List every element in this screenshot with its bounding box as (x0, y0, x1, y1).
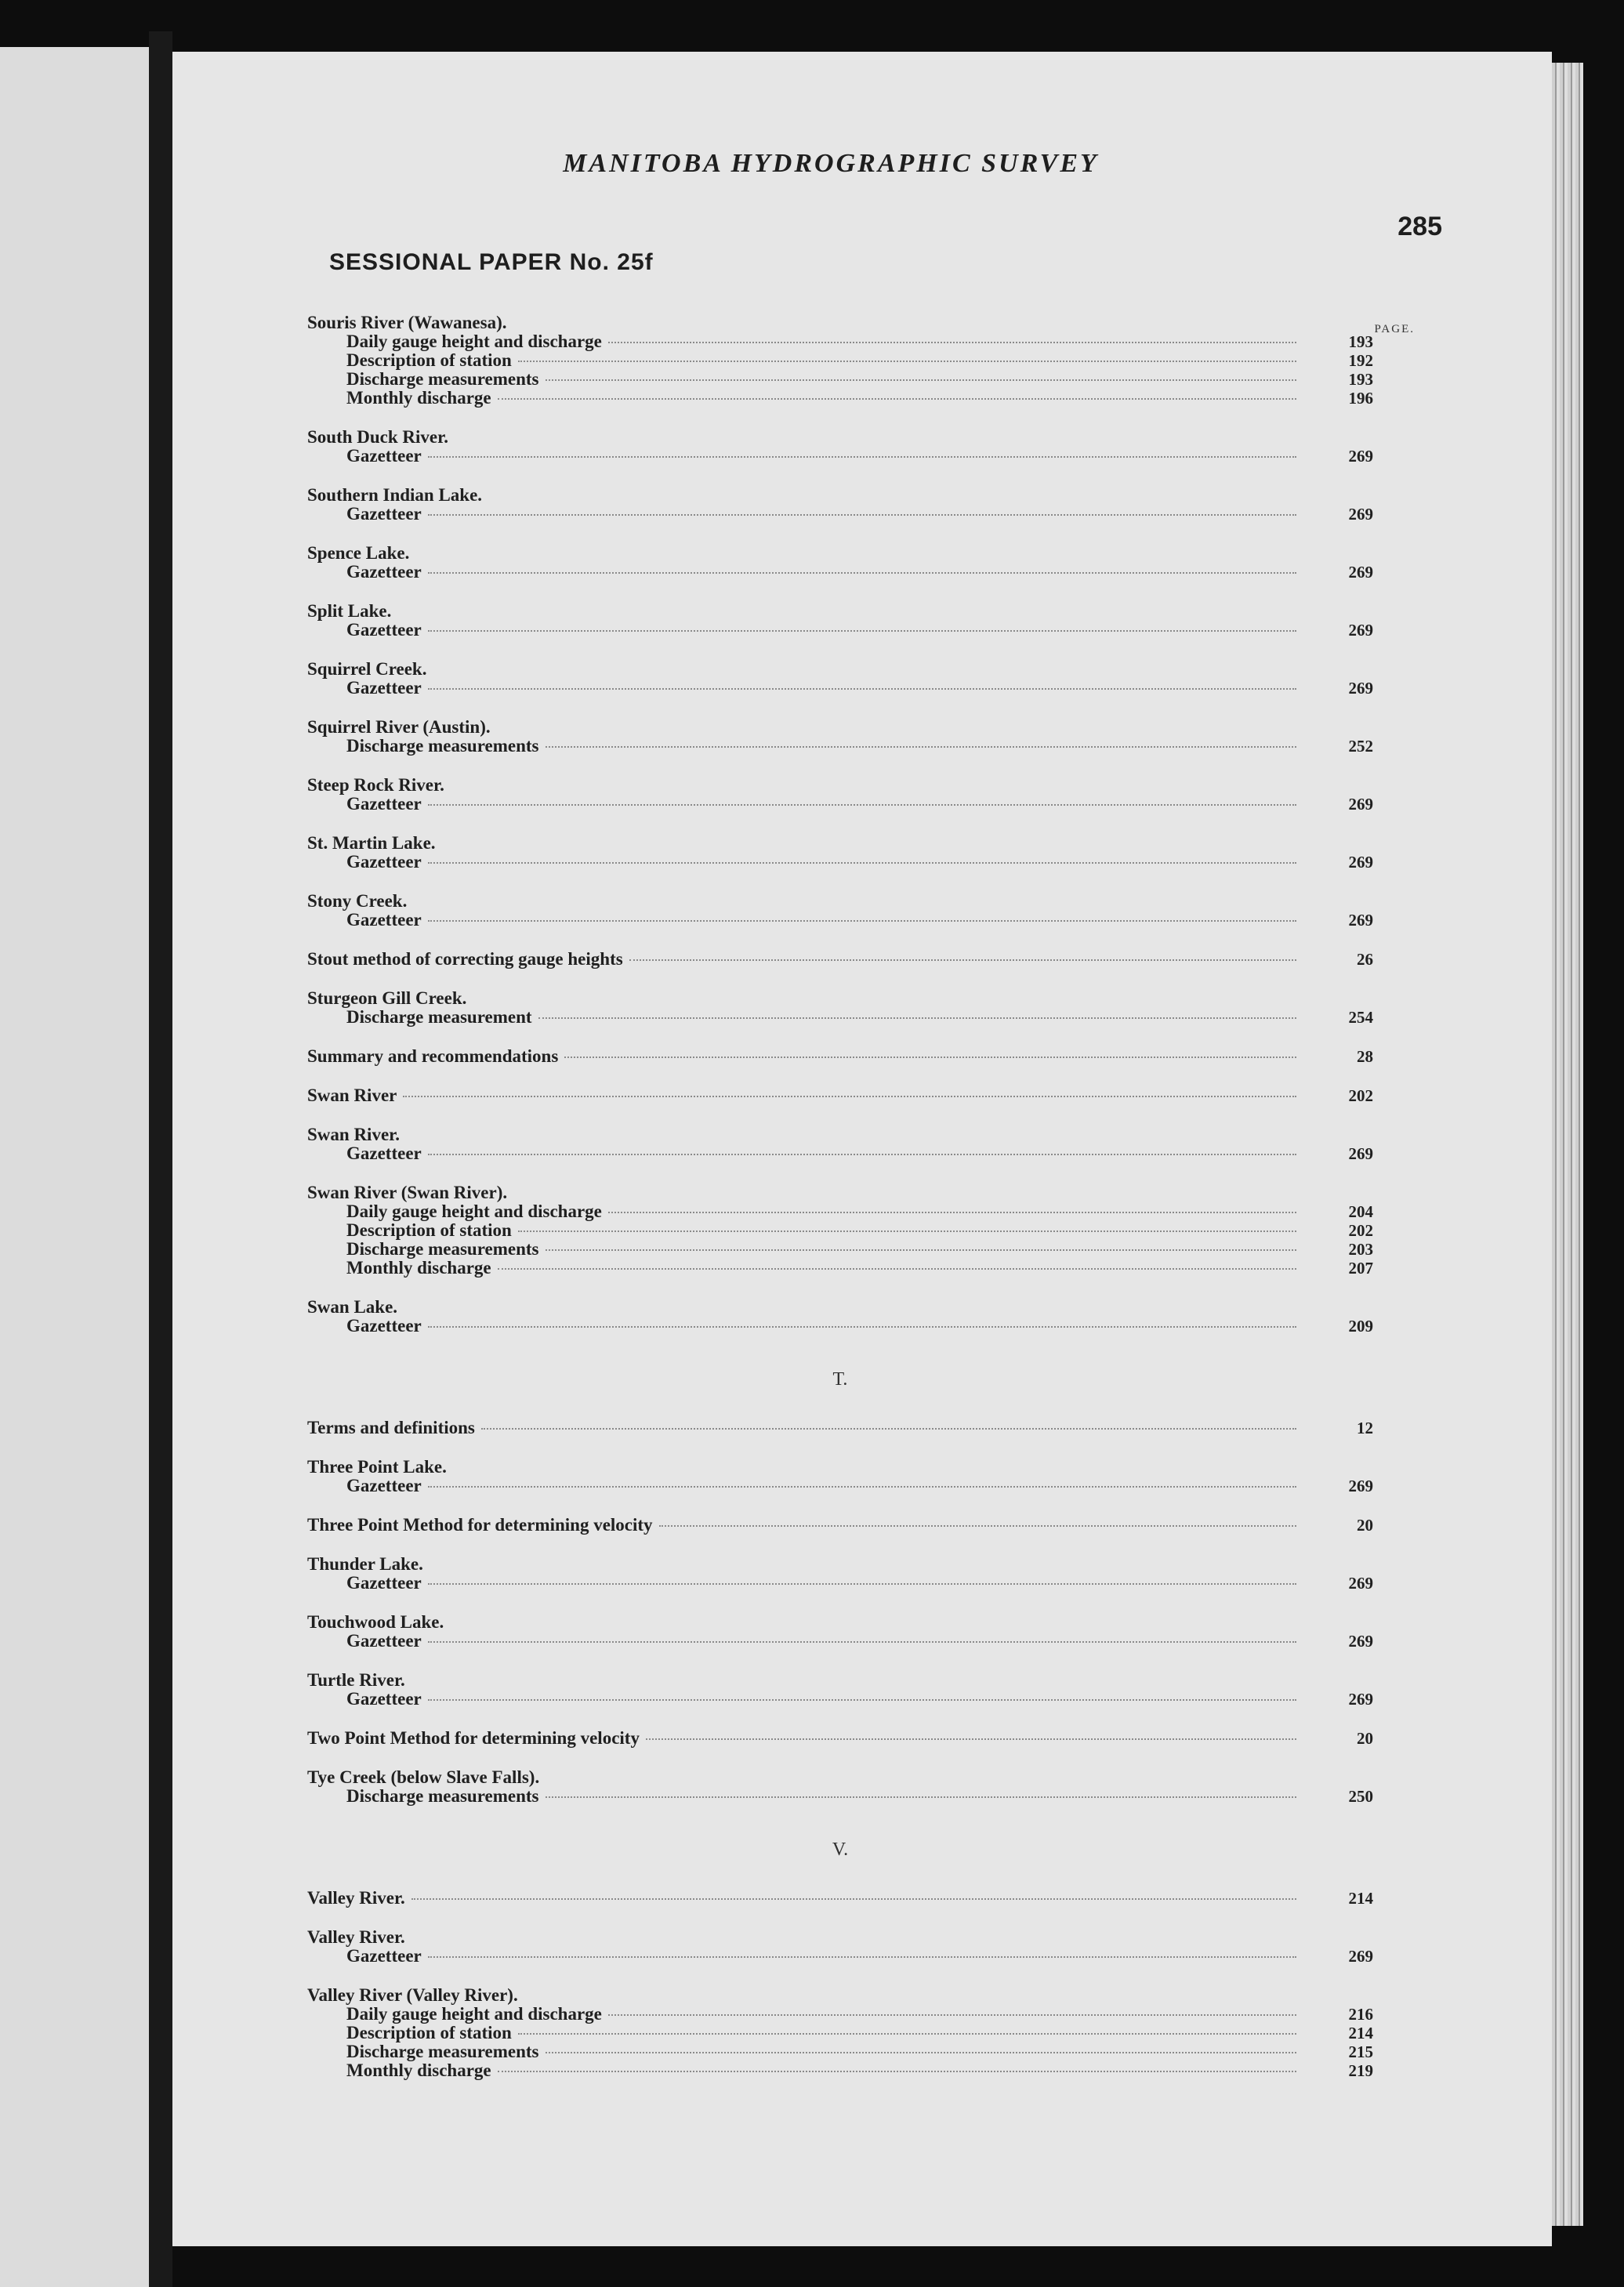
sub-entry-page-number: 269 (1348, 853, 1373, 872)
sub-entry (307, 505, 1373, 524)
sub-entry-page-number: 269 (1348, 563, 1373, 582)
entry-heading-line (307, 1047, 1373, 1066)
entry-heading-line (307, 1516, 1373, 1535)
sub-entry (307, 1240, 1373, 1259)
sub-entry-label: Monthly discharge (346, 2060, 491, 2080)
index-entry (307, 1458, 1373, 1495)
entry-heading: Touchwood Lake. (307, 1612, 444, 1632)
dot-leader (428, 1154, 1296, 1155)
entry-heading-line (307, 1458, 1373, 1477)
sub-entry (307, 563, 1373, 582)
entry-heading-line (307, 1555, 1373, 1574)
dot-leader (428, 514, 1296, 516)
sub-entry (307, 911, 1373, 930)
sub-entry-label: Gazetteer (346, 1631, 422, 1651)
entry-heading-line (307, 1986, 1373, 2005)
entry-heading-line (307, 660, 1373, 679)
entry-heading-line (307, 1889, 1373, 1908)
dot-leader (428, 862, 1296, 864)
sub-entry-page-number: 269 (1348, 1477, 1373, 1495)
index-entry (307, 1986, 1373, 2080)
sub-entry (307, 679, 1373, 698)
index-entry (307, 1613, 1373, 1651)
sub-entry-label: Discharge measurement (346, 1007, 532, 1027)
entry-heading: Stout method of correcting gauge heights (307, 949, 623, 969)
index-entry (307, 1516, 1373, 1535)
sub-entry (307, 447, 1373, 466)
entry-page-number: 20 (1357, 1729, 1373, 1748)
sub-entry-label: Gazetteer (346, 1573, 422, 1593)
sub-entry (307, 1259, 1373, 1278)
entry-heading: Split Lake. (307, 601, 392, 621)
sub-entry-label: Discharge measurements (346, 369, 539, 389)
facing-page (0, 47, 149, 2287)
dot-leader (546, 1796, 1297, 1798)
sub-entry (307, 2005, 1373, 2024)
index-entry (307, 1555, 1373, 1593)
dot-leader (546, 746, 1297, 748)
entry-heading: Valley River. (307, 1888, 405, 1908)
sub-entry-page-number: 254 (1348, 1008, 1373, 1027)
dot-leader (428, 1641, 1296, 1643)
index-entry (307, 892, 1373, 930)
entry-heading: Stony Creek. (307, 891, 408, 911)
entry-heading-line (307, 314, 1373, 332)
sub-entry (307, 370, 1373, 389)
sub-entry-page-number: 193 (1348, 370, 1373, 389)
sub-entry (307, 332, 1373, 351)
sub-entry-label: Gazetteer (346, 1689, 422, 1709)
index-entry (307, 1298, 1373, 1336)
dot-leader (538, 1017, 1296, 1019)
sub-entry (307, 1317, 1373, 1336)
sub-entry-page-number: 269 (1348, 1690, 1373, 1709)
sub-entry-page-number: 269 (1348, 911, 1373, 930)
sub-entry-label: Monthly discharge (346, 388, 491, 408)
entry-heading: Spence Lake. (307, 543, 410, 563)
entry-heading-line (307, 1928, 1373, 1947)
entry-heading-line (307, 1086, 1373, 1105)
dot-leader (659, 1525, 1296, 1527)
page-column-label: PAGE. (1374, 323, 1415, 335)
page-number: 285 (1397, 212, 1442, 241)
sub-entry (307, 389, 1373, 408)
sub-entry-page-number: 269 (1348, 1574, 1373, 1593)
entry-heading: Souris River (Wawanesa). (307, 313, 507, 332)
sub-entry-label: Gazetteer (346, 1476, 422, 1495)
sub-entry-page-number: 269 (1348, 1947, 1373, 1966)
dot-leader (428, 1699, 1296, 1701)
sub-entry-page-number: 204 (1348, 1202, 1373, 1221)
entry-heading-line (307, 1298, 1373, 1317)
index-entry (307, 602, 1373, 640)
dot-leader (498, 2071, 1296, 2072)
sub-entry-page-number: 203 (1348, 1240, 1373, 1259)
section-letter: V. (832, 1839, 849, 1860)
entry-heading: Two Point Method for determining velocity (307, 1728, 640, 1748)
sub-entry-label: Description of station (346, 1220, 512, 1240)
sub-entry-label: Gazetteer (346, 910, 422, 930)
index-entry (307, 989, 1373, 1027)
dot-leader (428, 1583, 1296, 1585)
index-entry (307, 660, 1373, 698)
dot-leader (498, 1268, 1296, 1270)
index-entry (307, 544, 1373, 582)
entry-heading: Summary and recommendations (307, 1046, 559, 1066)
sub-entry-page-number: 269 (1348, 505, 1373, 524)
running-head: MANITOBA HYDROGRAPHIC SURVEY (563, 149, 1099, 178)
sub-entry-page-number: 269 (1348, 679, 1373, 698)
sub-entry-label: Discharge measurements (346, 1239, 539, 1259)
sub-entry (307, 351, 1373, 370)
dot-leader (498, 398, 1296, 400)
sub-entry-label: Gazetteer (346, 504, 422, 524)
entry-heading-line (307, 1613, 1373, 1632)
index-entry (307, 1768, 1373, 1806)
sub-entry-label: Gazetteer (346, 1946, 422, 1966)
sub-entry-label: Daily gauge height and discharge (346, 2004, 602, 2024)
sub-entry-label: Gazetteer (346, 562, 422, 582)
sub-entry (307, 1787, 1373, 1806)
sub-entry-label: Discharge measurements (346, 1786, 539, 1806)
entry-page-number: 20 (1357, 1516, 1373, 1535)
entry-heading: St. Martin Lake. (307, 833, 436, 853)
entry-heading-line (307, 989, 1373, 1008)
dot-leader (608, 2014, 1296, 2016)
index-entry (307, 1671, 1373, 1709)
index-entry (307, 1889, 1373, 1908)
sub-entry-label: Gazetteer (346, 852, 422, 872)
sub-entry-page-number: 193 (1348, 332, 1373, 351)
entry-heading: Swan Lake. (307, 1297, 398, 1317)
entry-heading: Southern Indian Lake. (307, 485, 483, 505)
dot-leader (428, 804, 1296, 806)
index-entry (307, 314, 1373, 408)
section-letter: T. (832, 1369, 848, 1390)
sub-entry (307, 1008, 1373, 1027)
entry-page-number: 26 (1357, 950, 1373, 969)
entry-heading: Terms and definitions (307, 1418, 475, 1437)
sub-entry (307, 1632, 1373, 1651)
sub-entry-label: Gazetteer (346, 1144, 422, 1163)
entry-heading: South Duck River. (307, 427, 448, 447)
entry-heading: Steep Rock River. (307, 775, 444, 795)
entry-heading: Valley River (Valley River). (307, 1985, 518, 2005)
sub-entry (307, 621, 1373, 640)
dot-leader (646, 1738, 1296, 1740)
dot-leader (608, 342, 1296, 343)
sub-entry-page-number: 215 (1348, 2042, 1373, 2061)
entry-heading-line (307, 1768, 1373, 1787)
dot-leader (428, 572, 1296, 574)
index-entry (307, 1419, 1373, 1437)
sub-entry-page-number: 269 (1348, 1632, 1373, 1651)
dot-leader (411, 1898, 1296, 1900)
sub-entry (307, 2024, 1373, 2042)
dot-leader (546, 2052, 1297, 2053)
sub-entry-page-number: 202 (1348, 1221, 1373, 1240)
sub-entry-label: Monthly discharge (346, 1258, 491, 1278)
dot-leader (518, 2033, 1296, 2035)
sub-entry (307, 1221, 1373, 1240)
sub-entry (307, 795, 1373, 814)
entry-heading: Swan River (Swan River). (307, 1183, 508, 1202)
page-edges (1552, 63, 1583, 2226)
entry-heading: Thunder Lake. (307, 1554, 423, 1574)
sub-entry (307, 2061, 1373, 2080)
dot-leader (403, 1096, 1296, 1097)
entry-heading-line (307, 776, 1373, 795)
entry-page-number: 214 (1348, 1889, 1373, 1908)
dot-leader (428, 688, 1296, 690)
dot-leader (546, 379, 1297, 381)
entry-heading-line (307, 1125, 1373, 1144)
entry-heading-line (307, 950, 1373, 969)
index-entry (307, 1047, 1373, 1066)
sub-entry-page-number: 252 (1348, 737, 1373, 756)
sub-entry-label: Discharge measurements (346, 736, 539, 756)
sub-entry-page-number: 209 (1348, 1317, 1373, 1336)
entry-heading: Sturgeon Gill Creek. (307, 988, 467, 1008)
sub-entry-page-number: 269 (1348, 447, 1373, 466)
sub-entry-label: Gazetteer (346, 446, 422, 466)
index-entry (307, 1086, 1373, 1105)
entry-page-number: 28 (1357, 1047, 1373, 1066)
dot-leader (629, 959, 1296, 961)
sub-entry-label: Gazetteer (346, 678, 422, 698)
entry-heading: Squirrel River (Austin). (307, 717, 491, 737)
entry-heading-line (307, 1419, 1373, 1437)
dot-leader (428, 1486, 1296, 1488)
index-list (307, 314, 1373, 2100)
entry-heading: Swan River. (307, 1125, 400, 1144)
index-entry (307, 718, 1373, 756)
entry-heading-line (307, 1729, 1373, 1748)
entry-heading-line (307, 602, 1373, 621)
sub-entry (307, 853, 1373, 872)
entry-page-number: 202 (1348, 1086, 1373, 1105)
sub-entry (307, 737, 1373, 756)
entry-heading: Tye Creek (below Slave Falls). (307, 1767, 540, 1787)
entry-heading-line (307, 834, 1373, 853)
entry-heading: Turtle River. (307, 1670, 405, 1690)
entry-heading: Valley River. (307, 1927, 405, 1947)
sub-entry-label: Gazetteer (346, 1316, 422, 1336)
sub-entry (307, 1477, 1373, 1495)
index-entry (307, 1928, 1373, 1966)
entry-page-number: 12 (1357, 1419, 1373, 1437)
sub-entry (307, 1202, 1373, 1221)
sub-entry (307, 2042, 1373, 2061)
entry-heading-line (307, 718, 1373, 737)
dot-leader (546, 1249, 1297, 1251)
sub-entry-page-number: 269 (1348, 1144, 1373, 1163)
index-entry (307, 428, 1373, 466)
sub-entry (307, 1144, 1373, 1163)
dot-leader (428, 1956, 1296, 1958)
sub-entry-label: Description of station (346, 2023, 512, 2042)
dot-leader (481, 1428, 1296, 1430)
index-entry (307, 950, 1373, 969)
entry-heading-line (307, 428, 1373, 447)
sub-entry-label: Gazetteer (346, 620, 422, 640)
entry-heading-line (307, 544, 1373, 563)
index-entry (307, 834, 1373, 872)
entry-heading: Three Point Lake. (307, 1457, 447, 1477)
index-entry (307, 1729, 1373, 1748)
sub-entry-page-number: 207 (1348, 1259, 1373, 1278)
sub-entry (307, 1947, 1373, 1966)
index-entry (307, 1183, 1373, 1278)
dot-leader (518, 1230, 1296, 1232)
sub-entry-label: Description of station (346, 350, 512, 370)
entry-heading: Squirrel Creek. (307, 659, 427, 679)
index-entry (307, 486, 1373, 524)
index-entry (307, 1125, 1373, 1163)
dot-leader (428, 630, 1296, 632)
entry-heading-line (307, 486, 1373, 505)
sub-entry-page-number: 196 (1348, 389, 1373, 408)
sub-entry-page-number: 214 (1348, 2024, 1373, 2042)
dot-leader (428, 1326, 1296, 1328)
index-entry (307, 776, 1373, 814)
sessional-paper-label: SESSIONAL PAPER No. 25f (329, 249, 654, 275)
entry-heading-line (307, 1671, 1373, 1690)
dot-leader (608, 1212, 1296, 1213)
sub-entry-page-number: 250 (1348, 1787, 1373, 1806)
sub-entry-page-number: 269 (1348, 621, 1373, 640)
dot-leader (518, 361, 1296, 362)
entry-heading: Three Point Method for determining velocity (307, 1515, 653, 1535)
sub-entry (307, 1690, 1373, 1709)
sub-entry-page-number: 269 (1348, 795, 1373, 814)
entry-heading: Swan River (307, 1086, 397, 1105)
book-binding (149, 31, 172, 2287)
sub-entry-page-number: 216 (1348, 2005, 1373, 2024)
entry-heading-line (307, 1183, 1373, 1202)
dot-leader (428, 456, 1296, 458)
sub-entry-label: Gazetteer (346, 794, 422, 814)
sub-entry (307, 1574, 1373, 1593)
dot-leader (428, 920, 1296, 922)
entry-heading-line (307, 892, 1373, 911)
sub-entry-label: Daily gauge height and discharge (346, 332, 602, 351)
sub-entry-label: Discharge measurements (346, 2042, 539, 2061)
sub-entry-page-number: 219 (1348, 2061, 1373, 2080)
sub-entry-label: Daily gauge height and discharge (346, 1201, 602, 1221)
dot-leader (564, 1057, 1296, 1058)
sub-entry-page-number: 192 (1348, 351, 1373, 370)
